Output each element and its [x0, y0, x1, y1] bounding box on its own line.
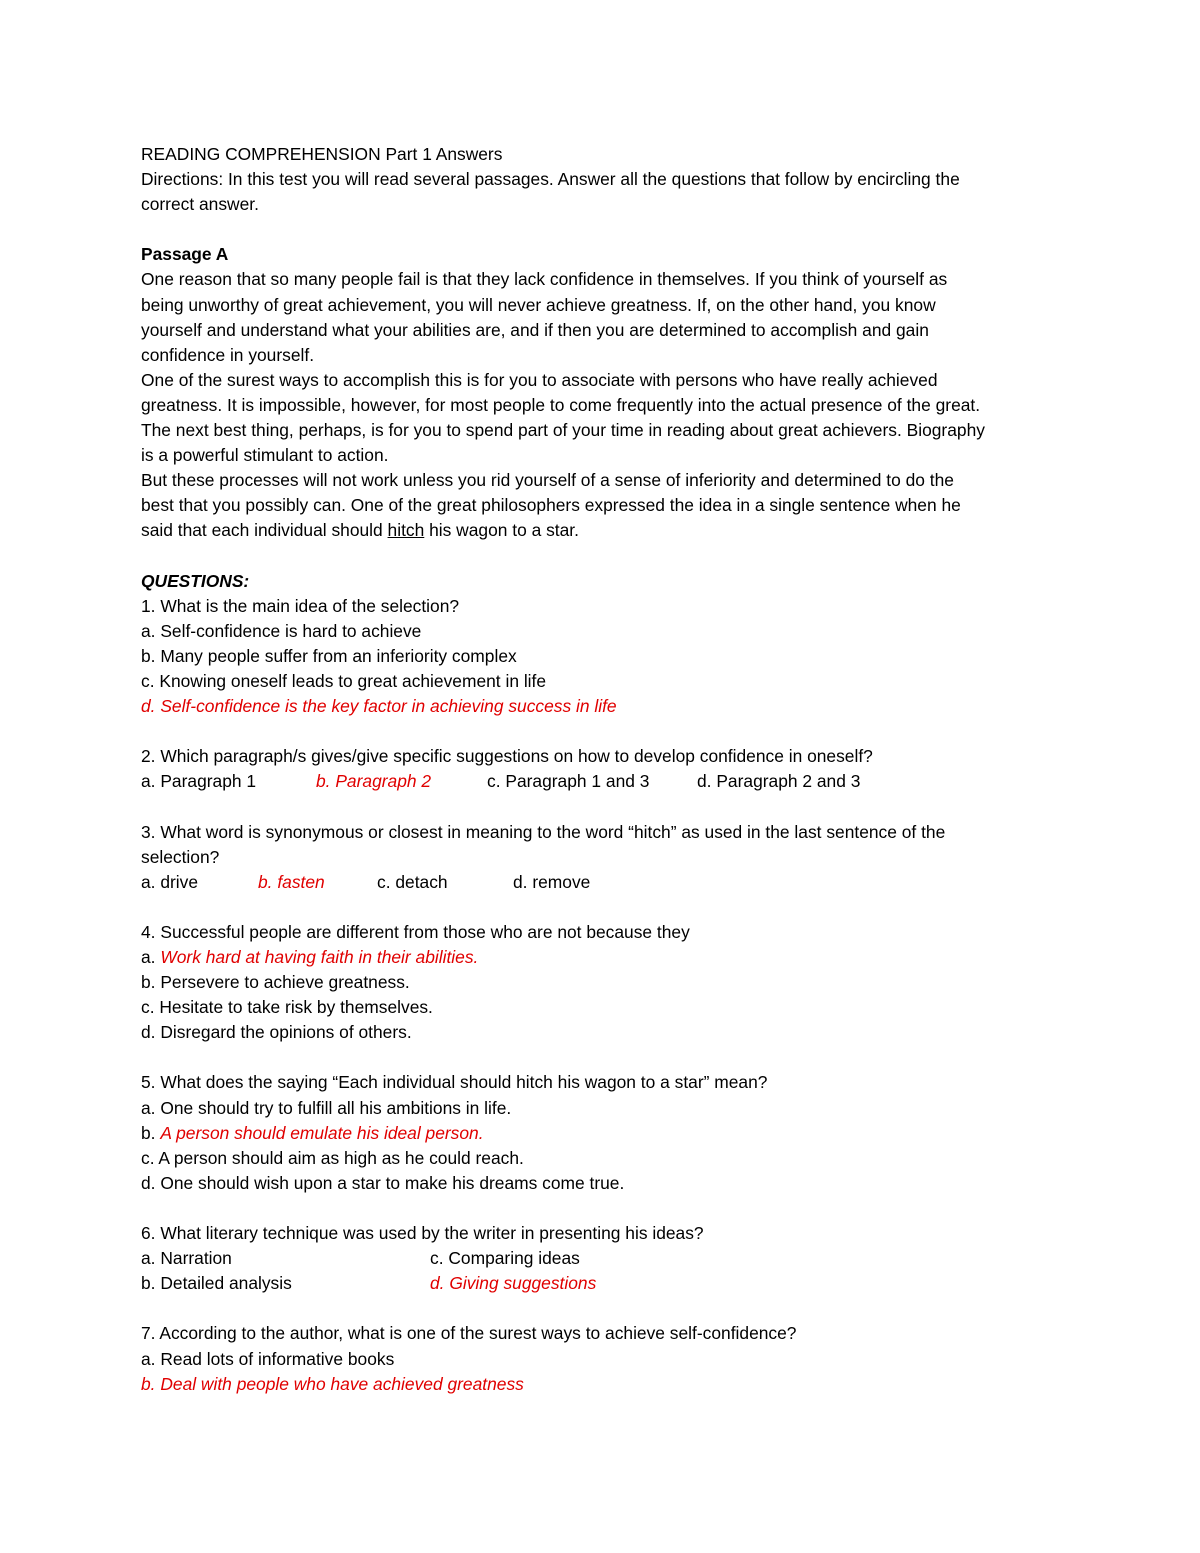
document-page: [141, 142, 1081, 1397]
question-text: What is the main idea of the selection?: [155, 595, 460, 616]
questions-heading: QUESTIONS:: [141, 570, 250, 591]
q7-option-b-answer: b. Deal with people who have achieved greatness: [141, 1373, 524, 1394]
question-text: According to the author, what is one of the surest ways to achieve self-confidence?: [155, 1323, 797, 1344]
option-letter: b.: [141, 1122, 161, 1143]
q2-options-row: [141, 769, 1081, 794]
q3-option-c: c. detach: [377, 871, 448, 892]
passage-line: being unworthy of great achievement, you will never achieve greatness. If, on the other hand, you know: [141, 294, 936, 315]
q4-option-c: c. Hesitate to take risk by themselves.: [141, 997, 433, 1018]
passage-line: is a powerful stimulant to action.: [141, 445, 389, 466]
question-5: [141, 1070, 1081, 1095]
passage-text: said that each individual should: [141, 520, 388, 541]
question-4: [141, 920, 1081, 945]
q4-option-d: d. Disregard the opinions of others.: [141, 1022, 412, 1043]
question-7: [141, 1321, 1081, 1346]
q6-option-a: a. Narration: [141, 1248, 232, 1269]
passage-line: best that you possibly can. One of the great philosophers expressed the idea in a single sentence when he: [141, 495, 961, 516]
q7-option-a: a. Read lots of informative books: [141, 1348, 395, 1369]
q5-option-a: a. One should try to fulfill all his ambitions in life.: [141, 1097, 512, 1118]
passage-heading: Passage A: [141, 244, 229, 265]
q5-option-b-answer: [141, 1121, 1081, 1146]
question-1: [141, 594, 1081, 619]
q2-option-c: c. Paragraph 1 and 3: [487, 771, 650, 792]
q4-option-a-answer: [141, 945, 1081, 970]
question-2: [141, 744, 1081, 769]
question-number: 6.: [141, 1223, 156, 1244]
question-text: Successful people are different from those who are not because they: [155, 921, 690, 942]
question-number: 1.: [141, 595, 156, 616]
passage-line: But these processes will not work unless you rid yourself of a sense of inferiority and determined to do the: [141, 470, 954, 491]
passage-line: yourself and understand what your abilities are, and if then you are determined to accomplish and gain: [141, 319, 929, 340]
q3-options-row: [141, 870, 1081, 895]
passage-line: The next best thing, perhaps, is for you to spend part of your time in reading about great achievers. Biography: [141, 420, 985, 441]
answer-text: Work hard at having faith in their abilities.: [160, 947, 479, 967]
q1-option-b: b. Many people suffer from an inferiority complex: [141, 645, 517, 666]
passage-line: greatness. It is impossible, however, for most people to come frequently into the actual presence of the great.: [141, 394, 981, 415]
question-text: What word is synonymous or closest in meaning to the word “hitch” as used in the last sentence of the: [155, 821, 946, 842]
directions-line-1: Directions: In this test you will read several passages. Answer all the questions that follow by encircling the: [141, 169, 960, 190]
q6-option-c: c. Comparing ideas: [430, 1248, 580, 1269]
answer-text: A person should emulate his ideal person.: [160, 1122, 484, 1143]
q2-option-d: d. Paragraph 2 and 3: [697, 771, 861, 792]
document-title: READING COMPREHENSION Part 1 Answers: [141, 144, 503, 164]
q6-options-row-1: [141, 1246, 1081, 1271]
question-text: What literary technique was used by the writer in presenting his ideas?: [155, 1223, 704, 1244]
q5-option-d: d. One should wish upon a star to make his dreams come true.: [141, 1172, 625, 1193]
q3-option-a: a. drive: [141, 871, 199, 892]
underlined-word: hitch: [387, 520, 425, 541]
directions-line-2: correct answer.: [141, 194, 259, 215]
q1-option-d-answer: d. Self-confidence is the key factor in achieving success in life: [141, 696, 617, 717]
question-3: [141, 820, 1081, 845]
q5-option-c: c. A person should aim as high as he could reach.: [141, 1147, 524, 1168]
passage-line: One reason that so many people fail is that they lack confidence in themselves. If you think of yourself as: [141, 269, 948, 290]
question-number: 3.: [141, 821, 156, 842]
q2-option-a: a. Paragraph 1: [141, 771, 257, 792]
passage-text: his wagon to a star.: [424, 520, 579, 541]
question-text: What does the saying “Each individual should hitch his wagon to a star” mean?: [155, 1072, 768, 1093]
q3-option-b-answer: b. fasten: [258, 871, 325, 892]
passage-line: One of the surest ways to accomplish this is for you to associate with persons who have really achieved: [141, 369, 938, 390]
q1-option-a: a. Self-confidence is hard to achieve: [141, 620, 422, 641]
q6-option-b: b. Detailed analysis: [141, 1273, 292, 1294]
question-3-cont: selection?: [141, 846, 220, 867]
question-number: 4.: [141, 921, 156, 942]
question-6: [141, 1221, 1081, 1246]
passage-last-line: [141, 518, 1081, 543]
q4-option-b: b. Persevere to achieve greatness.: [141, 972, 410, 993]
q6-options-row-2: [141, 1271, 1081, 1296]
passage-line: confidence in yourself.: [141, 344, 315, 365]
question-text: Which paragraph/s gives/give specific suggestions on how to develop confidence in oneself?: [155, 746, 873, 767]
question-number: 2.: [141, 746, 156, 767]
q1-option-c: c. Knowing oneself leads to great achievement in life: [141, 670, 547, 691]
question-number: 5.: [141, 1072, 156, 1093]
option-letter: a.: [141, 947, 161, 967]
q6-option-d-answer: d. Giving suggestions: [430, 1273, 597, 1294]
q3-option-d: d. remove: [513, 871, 591, 892]
question-number: 7.: [141, 1323, 156, 1344]
q2-option-b-answer: b. Paragraph 2: [316, 771, 432, 792]
